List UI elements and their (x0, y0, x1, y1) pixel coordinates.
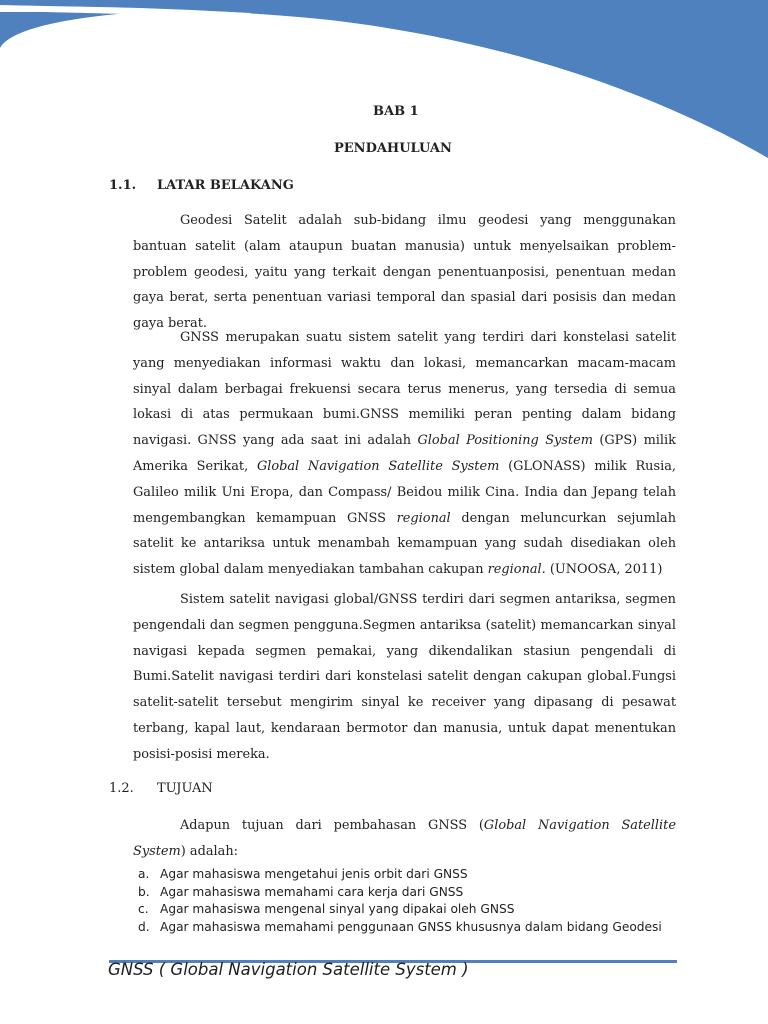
term-gnss: Global Navigation Satellite System (133, 818, 676, 859)
chapter-number: BAB 1 (373, 104, 419, 119)
list-item: d. Agar mahasiswa memahami penggunaan GNSS khususnya dalam bidang Geodesi (138, 919, 662, 934)
objectives-list (138, 866, 678, 936)
list-item: c. Agar mahasiswa mengenal sinyal yang dipakai oleh GNSS (138, 902, 515, 917)
term-glonass: Global Navigation Satellite System (256, 458, 500, 474)
footer-title: GNSS ( Global Navigation Satellite System ) (108, 960, 469, 979)
paragraph-1 (133, 208, 676, 337)
term-regional-2: regional. (487, 562, 546, 578)
paragraph-3 (133, 587, 676, 768)
term-gps: Global Positioning System (417, 433, 593, 449)
paragraph-text: Sistem satelit navigasi global/GNSS terdiri dari segmen antariksa, segmen pengendali dan segmen pengguna.Segmen antariksa (satelit) memancarkan sinyal navigasi kepada segmen pemakai, yang dikendalikan stasiun pengendali di Bumi.Satelit navigasi terdiri dari konstelasi satelit dengan cakupan global.Fungsi satelit-satelit tersebut mengirim sinyal ke receiver yang dipasang di pesawat terbang, kapal laut, kendaraan bermotor dan manusia, untuk dapat menentukan posisi-posisi mereka. (133, 592, 676, 762)
section-number: 1.1. (109, 178, 137, 193)
paragraph-text: Adapun tujuan dari pembahasan GNSS (Global Navigation Satellite System) adalah: (133, 818, 676, 859)
term-regional: regional (396, 510, 451, 526)
paragraph-2 (133, 325, 676, 583)
section-title: LATAR BELAKANG (157, 178, 294, 193)
chapter-title: PENDAHULUAN (334, 141, 452, 156)
section-heading-2 (109, 781, 213, 796)
list-item: a. Agar mahasiswa mengetahui jenis orbit dari GNSS (138, 867, 468, 881)
section-number: 1.2. (109, 781, 134, 796)
paragraph-4 (133, 813, 676, 865)
paragraph-text: Geodesi Satelit adalah sub-bidang ilmu geodesi yang menggunakan bantuan satelit (alam ataupun buatan manusia) untuk menyelsaikan problem-problem geodesi, yaitu yang terkait dengan penentuanposisi, penentuan medan gaya berat, serta penentuan variasi temporal dan spasial dari posisis dan medan gaya berat. (133, 213, 676, 332)
list-item: b. Agar mahasiswa memahami cara kerja dari GNSS (138, 884, 464, 899)
header-wave-decoration (0, 0, 768, 160)
section-title: TUJUAN (157, 781, 213, 796)
section-heading-1 (109, 178, 294, 193)
paragraph-text: GNSS merupakan suatu sistem satelit yang terdiri dari konstelasi satelit yang menyediakan informasi waktu dan lokasi, memancarkan macam-macam sinyal dalam berbagai frekuensi secara terus menerus, yang tersedia di semua lokasi di atas permukaan bumi.GNSS memiliki peran penting dalam bidang navigasi. GNSS yang ada saat ini adalah Global Positioning System (GPS) milik Amerika Serikat, Global Navigation Satellite System (GLONASS) milik Rusia, Galileo milik Uni Eropa, dan Compass/ Beidou milik Cina. India dan Jepang telah mengembangkan kemampuan GNSS regional dengan meluncurkan sejumlah satelit ke antariksa untuk menambah kemampuan yang sudah disediakan oleh sistem global dalam menyediakan tambahan cakupan regional. (UNOOSA, 2011) (133, 330, 677, 578)
